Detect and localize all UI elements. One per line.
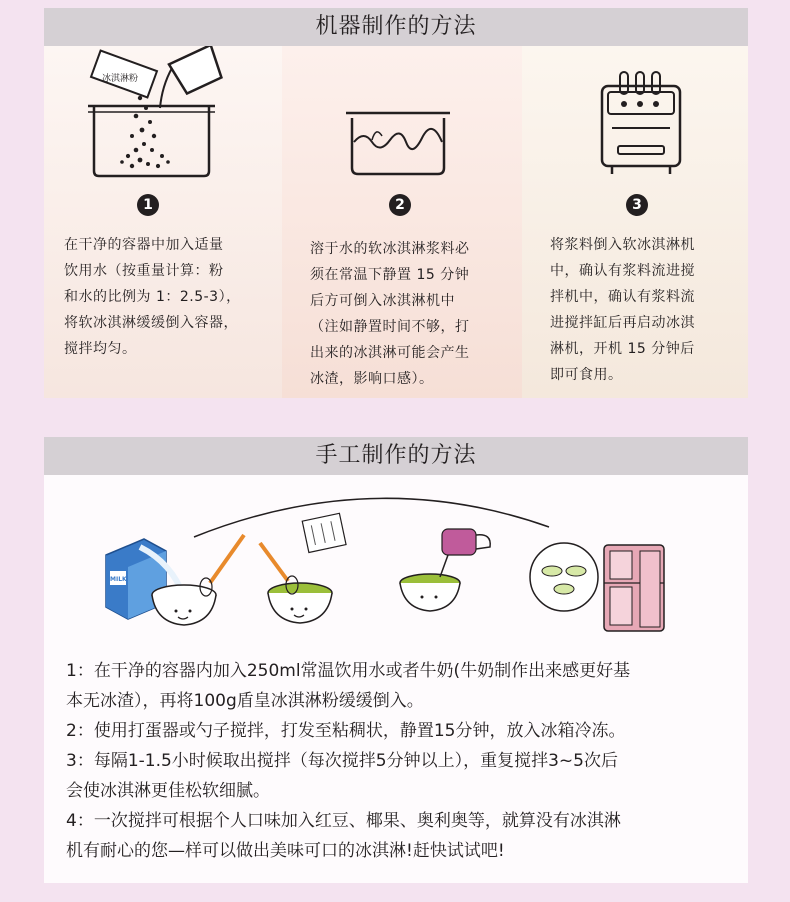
step-2-line: 出来的冰淇淋可能会产生 [310,345,470,361]
container-with-liquid-icon [282,46,522,186]
step-1-line: 饮用水（按重量计算：粉 [64,263,224,279]
powder-pouring-into-container-icon [44,46,282,186]
step-1-line: 将软冰淇淋缓缓倒入容器， [64,315,238,331]
milk-label: MILK [110,576,127,583]
step-3-line: 进搅拌缸后再启动冰淇 [550,315,695,331]
manual-step-line: 机有耐心的您—样可以做出美味可口的冰淇淋!赶快试试吧! [66,841,505,861]
manual-step-line: 会使冰淇淋更佳松软细腻。 [66,781,270,801]
manual-step-line: 3：每隔1-1.5小时候取出搅拌（每次搅拌5分钟以上），重复搅拌3~5次后 [66,751,618,771]
soft-serve-machine-icon [522,46,748,186]
manual-step-line: 本无冰渣），再将100g盾皇冰淇淋粉缓缓倒入。 [66,691,424,711]
step-3-line: 即可食用。 [550,367,623,383]
step-2-line: （注如静置时间不够，打 [310,319,470,335]
manual-step-line: 2：使用打蛋器或勺子搅拌，打发至粘稠状，静置15分钟，放入冰箱冷冻。 [66,721,626,741]
step-2-line: 须在常温下静置 15 分钟 [310,267,470,283]
bag-label: 冰淇淋粉 [102,74,139,84]
machine-step-3 [522,46,748,398]
step-2-text [310,236,520,392]
step-1-line: 搅拌均匀。 [64,341,137,357]
step-3-line: 淋机，开机 15 分钟后 [550,341,695,357]
step-1-text [64,232,276,362]
machine-method-title: 机器制作的方法 [315,14,477,39]
step-1-line: 在干净的容器中加入适量 [64,237,224,253]
manual-step-line: 1：在干净的容器内加入250ml常温饮用水或者牛奶(牛奶制作出来感更好基 [66,661,631,681]
machine-step-1 [44,46,282,398]
manual-method-panel [44,475,748,883]
milk-whisk-mixer-bowls-fridge-illustration [44,475,748,645]
step-number-3: 3 [626,194,648,216]
step-3-text [550,232,746,388]
step-1-line: 和水的比例为 1：2.5-3）， [64,289,241,305]
manual-step-line: 4：一次搅拌可根据个人口味加入红豆、椰果、奥利奥等，就算没有冰淇淋 [66,811,621,831]
manual-method-header [44,437,748,475]
step-3-line: 中，确认有浆料流进搅 [550,263,695,279]
step-2-line: 冰渣，影响口感）。 [310,371,434,387]
machine-method-header [44,8,748,46]
manual-method-title: 手工制作的方法 [315,443,477,468]
step-number-1: 1 [137,194,159,216]
step-number-2: 2 [389,194,411,216]
step-3-line: 将浆料倒入软冰淇淋机 [550,237,695,253]
machine-step-2 [282,46,522,398]
step-3-line: 拌机中，确认有浆料流 [550,289,695,305]
step-2-line: 后方可倒入冰淇淋机中 [310,293,455,309]
step-2-line: 溶于水的软冰淇淋浆料必 [310,241,470,257]
